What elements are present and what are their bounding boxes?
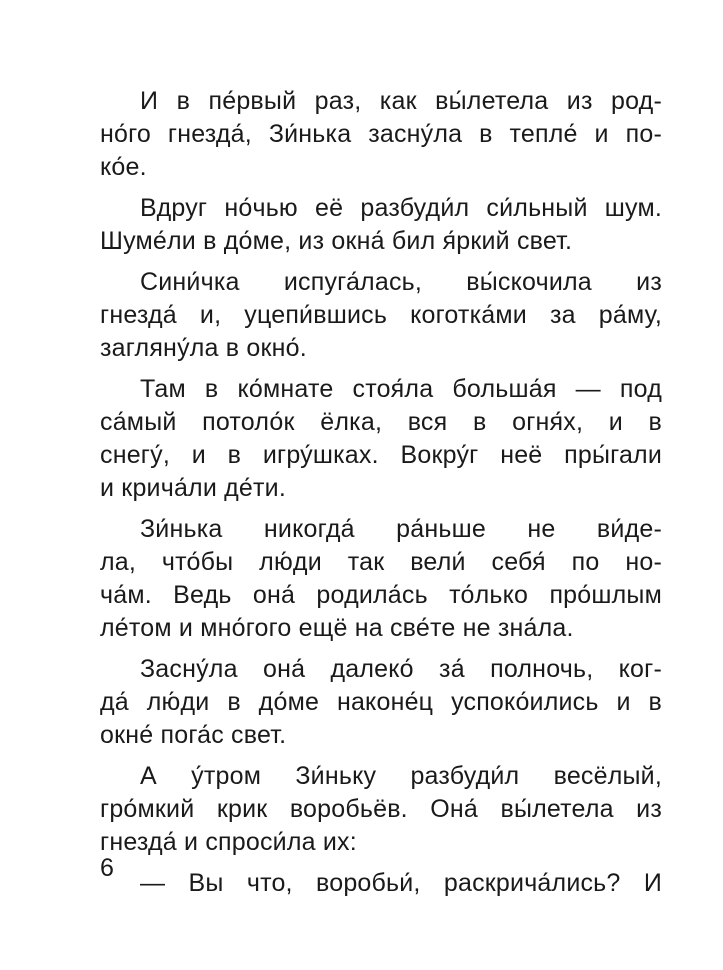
text-line: ча́м. Ведь она́ родила́сь то́лько про́шлым xyxy=(100,581,662,609)
paragraph xyxy=(100,653,662,752)
text-line: ле́том и мно́гого ещё на све́те не зна́ла. xyxy=(100,614,574,642)
text-line: Зи́нька никогда́ ра́ньше не ви́де- xyxy=(140,515,662,543)
page-number: 6 xyxy=(100,854,114,882)
text-line: И в пе́рвый раз, как вы́летела из род- xyxy=(140,87,662,115)
text-line: ко́е. xyxy=(100,153,147,181)
text-line: Шуме́ли в до́ме, из окна́ бил я́ркий свет. xyxy=(100,227,573,255)
paragraph xyxy=(100,867,662,900)
text-line: окне́ пога́с свет. xyxy=(100,721,287,749)
story-text xyxy=(100,85,662,908)
text-line: Там в ко́мнате стоя́ла больша́я — под xyxy=(140,375,662,403)
text-line: гнезда́ и спроси́ла их: xyxy=(100,828,357,856)
text-line: са́мый потоло́к ёлка, вся в огня́х, и в xyxy=(100,408,662,436)
text-line: ла, что́бы лю́ди так вели́ себя́ по но- xyxy=(100,548,662,576)
text-line: Сини́чка испуга́лась, вы́скочила из xyxy=(140,268,662,296)
paragraph xyxy=(100,85,662,184)
text-line: Вдруг но́чью её разбуди́л си́льный шум. xyxy=(140,194,662,222)
text-line: А у́тром Зи́ньку разбуди́л весёлый, xyxy=(140,762,662,790)
text-line: загляну́ла в окно́. xyxy=(100,334,307,362)
paragraph xyxy=(100,760,662,859)
paragraph xyxy=(100,513,662,645)
text-line: гнезда́ и, уцепи́вшись коготка́ми за ра́му, xyxy=(100,301,662,329)
text-line: снегу́, и в игру́шках. Вокру́г неё пры́гали xyxy=(100,441,662,469)
text-line: но́го гнезда́, Зи́нька засну́ла в тепле́ и по- xyxy=(100,120,662,148)
text-line: Засну́ла она́ далеко́ за́ полночь, ког- xyxy=(140,655,662,683)
text-line: гро́мкий крик воробьёв. Она́ вы́летела из xyxy=(100,795,662,823)
paragraph xyxy=(100,266,662,365)
paragraph xyxy=(100,373,662,505)
text-line: да́ лю́ди в до́ме наконе́ц успоко́ились и в xyxy=(100,688,662,716)
text-line: и крича́ли де́ти. xyxy=(100,474,286,502)
text-line: — Вы что, воробьи́, раскрича́лись? И xyxy=(140,869,662,897)
paragraph xyxy=(100,192,662,258)
